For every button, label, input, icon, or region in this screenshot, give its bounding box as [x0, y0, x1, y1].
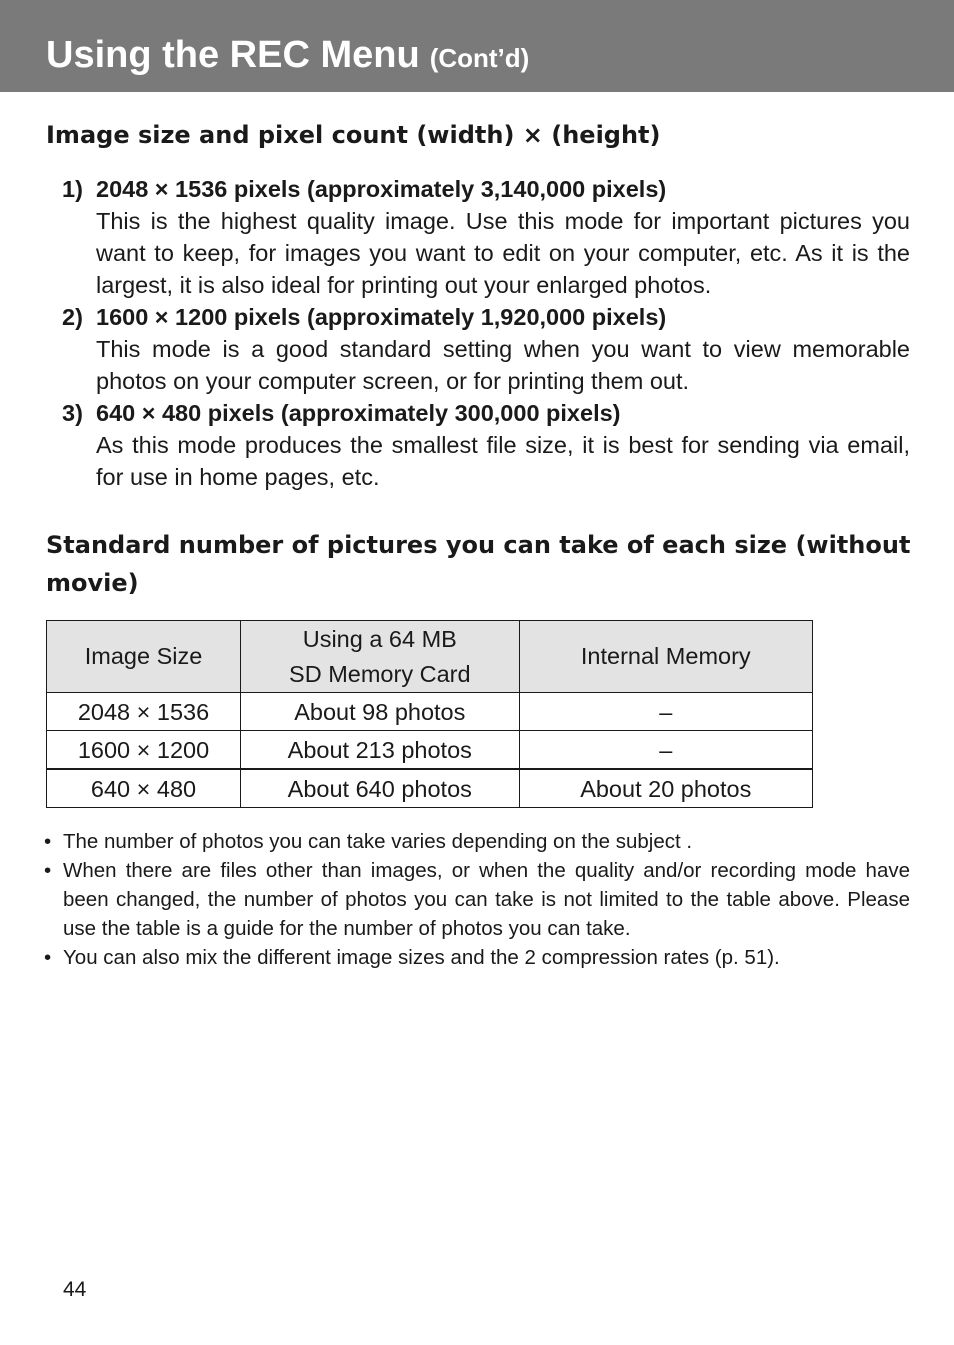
- picture-count-table: [46, 620, 813, 808]
- notes-list: [44, 827, 910, 972]
- list-item: [62, 173, 910, 301]
- list-item-number: 3): [62, 400, 83, 426]
- list-item-number: 1): [62, 176, 83, 202]
- bullet-icon: •: [44, 830, 52, 853]
- table-cell-image-size: 2048 × 1536: [47, 693, 241, 731]
- section-heading-picture-count: Standard number of pictures you can take of each size (without movie): [46, 531, 911, 597]
- page-title-main: Using the REC Menu: [46, 34, 420, 76]
- list-item-title: 2048 × 1536 pixels (approximately 3,140,000 pixels): [96, 176, 667, 202]
- table-cell-sd-card: About 640 photos: [241, 769, 520, 808]
- list-item-description: This is the highest quality image. Use this mode for important pictures you want to keep, for images you want to edit on your computer, etc. As it is the largest, it is also ideal for printing out your enlarged photos.: [96, 208, 910, 298]
- note-text: When there are files other than images, or when the quality and/or recording mode have been changed, the number of photos you can take is not limited to the table above. Please use the table is a guide for the number of photos you can take.: [63, 859, 910, 940]
- table-header-sd-card-line2: SD Memory Card: [289, 660, 471, 687]
- table-header-image-size: Image Size: [47, 621, 241, 693]
- section-heading-image-size: Image size and pixel count (width) × (height): [46, 121, 661, 149]
- table-header-sd-card: [241, 621, 520, 693]
- list-item-title: 1600 × 1200 pixels (approximately 1,920,000 pixels): [96, 304, 667, 330]
- list-item-title: 640 × 480 pixels (approximately 300,000 pixels): [96, 400, 621, 426]
- note-text: The number of photos you can take varies depending on the subject .: [63, 830, 693, 853]
- note-text: You can also mix the different image sizes and the 2 compression rates (p. 51).: [63, 946, 780, 969]
- note-item: [44, 943, 910, 972]
- table-header-internal-memory: Internal Memory: [519, 621, 812, 693]
- page-title: [46, 32, 529, 81]
- table-cell-image-size: 1600 × 1200: [47, 731, 241, 770]
- list-item-number: 2): [62, 304, 83, 330]
- table-cell-image-size: 640 × 480: [47, 769, 241, 808]
- list-item-description: As this mode produces the smallest file size, it is best for sending via email, for use in home pages, etc.: [96, 432, 910, 490]
- table-cell-sd-card: About 98 photos: [241, 693, 520, 731]
- bullet-icon: •: [44, 946, 52, 969]
- page-title-suffix: (Cont’d): [429, 43, 530, 73]
- table-header-row: [47, 621, 813, 693]
- note-item: [44, 856, 910, 943]
- table-row: [47, 769, 813, 808]
- list-item: [62, 397, 910, 493]
- table-row: [47, 731, 813, 770]
- table-header-sd-card-line1: Using a 64 MB: [302, 625, 457, 652]
- table-cell-internal-memory: –: [519, 693, 812, 731]
- list-item-description: This mode is a good standard setting when you want to view memorable photos on your computer screen, or for printing them out.: [96, 336, 910, 394]
- page-number: 44: [63, 1278, 87, 1301]
- bullet-icon: •: [44, 859, 52, 882]
- list-item: [62, 301, 910, 397]
- table-cell-internal-memory: About 20 photos: [519, 769, 812, 808]
- image-size-list: [62, 173, 910, 493]
- table-cell-internal-memory: –: [519, 731, 812, 770]
- table-cell-sd-card: About 213 photos: [241, 731, 520, 770]
- table-row: [47, 693, 813, 731]
- note-item: [44, 827, 910, 856]
